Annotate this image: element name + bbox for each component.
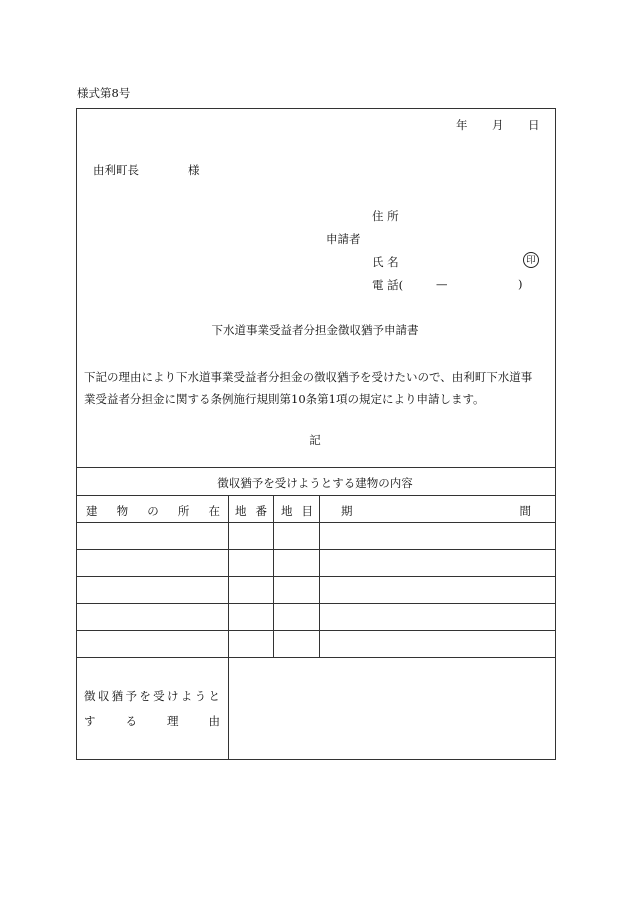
land-category-cell[interactable] — [274, 550, 319, 576]
land-category-cell[interactable] — [274, 523, 319, 549]
period-cell[interactable] — [320, 523, 555, 549]
header-char: 在 — [208, 504, 220, 518]
addressee-honorific: 様 — [188, 163, 200, 177]
body-line-2: 業受益者分担金に関する条例施行規則第10条第1項の規定により申請します。 — [84, 392, 485, 406]
table-caption: 徴収猶予を受けようとする建物の内容 — [217, 476, 413, 490]
reason-char: 予 — [125, 689, 137, 703]
header-location — [86, 503, 220, 519]
location-cell[interactable] — [77, 550, 228, 576]
reason-label-line-1 — [84, 688, 220, 704]
reason-char: よ — [180, 689, 193, 703]
reason-char: 由 — [208, 714, 220, 728]
address-label: 住 所 — [372, 209, 399, 223]
reason-char: 徴 — [84, 689, 96, 703]
period-cell[interactable] — [320, 577, 555, 603]
name-label: 氏 名 — [372, 255, 399, 269]
reason-char: 猶 — [111, 689, 124, 703]
header-char: 地 — [235, 504, 247, 518]
reason-char: う — [194, 689, 207, 703]
date-year-label: 年 — [456, 118, 468, 132]
lot-number-cell[interactable] — [229, 550, 273, 576]
header-char: 所 — [177, 504, 190, 518]
location-cell[interactable] — [77, 604, 228, 630]
addressee-name: 由利町長 — [93, 163, 139, 177]
reason-char: け — [166, 689, 179, 703]
land-category-cell[interactable] — [274, 631, 319, 657]
header-lot-number — [235, 503, 267, 519]
header-char: 目 — [301, 504, 313, 518]
form-number: 様式第8号 — [77, 86, 131, 100]
header-char: 物 — [116, 504, 129, 518]
applicant-label: 申請者 — [326, 232, 361, 246]
phone-dash: — — [436, 277, 448, 291]
reason-char: と — [208, 689, 220, 703]
lot-number-cell[interactable] — [229, 577, 273, 603]
location-cell[interactable] — [77, 631, 228, 657]
ki-heading: 記 — [309, 433, 321, 447]
header-char: の — [147, 504, 159, 518]
location-cell[interactable] — [77, 577, 228, 603]
phone-close-paren: ) — [518, 277, 523, 291]
header-char: 番 — [255, 504, 267, 518]
reason-char: を — [139, 689, 151, 703]
lot-number-cell[interactable] — [229, 631, 273, 657]
land-category-cell[interactable] — [274, 604, 319, 630]
reason-char: 理 — [167, 714, 179, 728]
header-char: 地 — [281, 504, 293, 518]
reason-char: す — [84, 714, 96, 728]
period-cell[interactable] — [320, 604, 555, 630]
document-title: 下水道事業受益者分担金徴収猶予申請書 — [211, 323, 419, 337]
header-char: 建 — [86, 504, 98, 518]
location-cell[interactable] — [77, 523, 228, 549]
header-char: 間 — [519, 504, 531, 518]
reason-char: る — [125, 714, 137, 728]
caption-rule — [76, 495, 556, 496]
header-char: 期 — [341, 504, 353, 518]
lot-number-cell[interactable] — [229, 523, 273, 549]
date-month-label: 月 — [492, 118, 504, 132]
lot-number-cell[interactable] — [229, 604, 273, 630]
reason-value-cell[interactable] — [229, 658, 555, 759]
period-cell[interactable] — [320, 550, 555, 576]
date-day-label: 日 — [528, 118, 540, 132]
body-line-1: 下記の理由により下水道事業受益者分担金の徴収猶予を受けたいので、由利町下水道事 — [84, 370, 533, 384]
reason-char: 収 — [97, 689, 110, 703]
header-land-category — [281, 503, 313, 519]
period-cell[interactable] — [320, 631, 555, 657]
land-category-cell[interactable] — [274, 577, 319, 603]
reason-label-line-2 — [84, 713, 220, 729]
reason-char: 受 — [153, 689, 165, 703]
seal-mark: 印 — [523, 252, 539, 268]
phone-label: 電 話( — [372, 278, 404, 292]
table-top-rule — [76, 467, 556, 468]
header-period — [341, 503, 531, 519]
